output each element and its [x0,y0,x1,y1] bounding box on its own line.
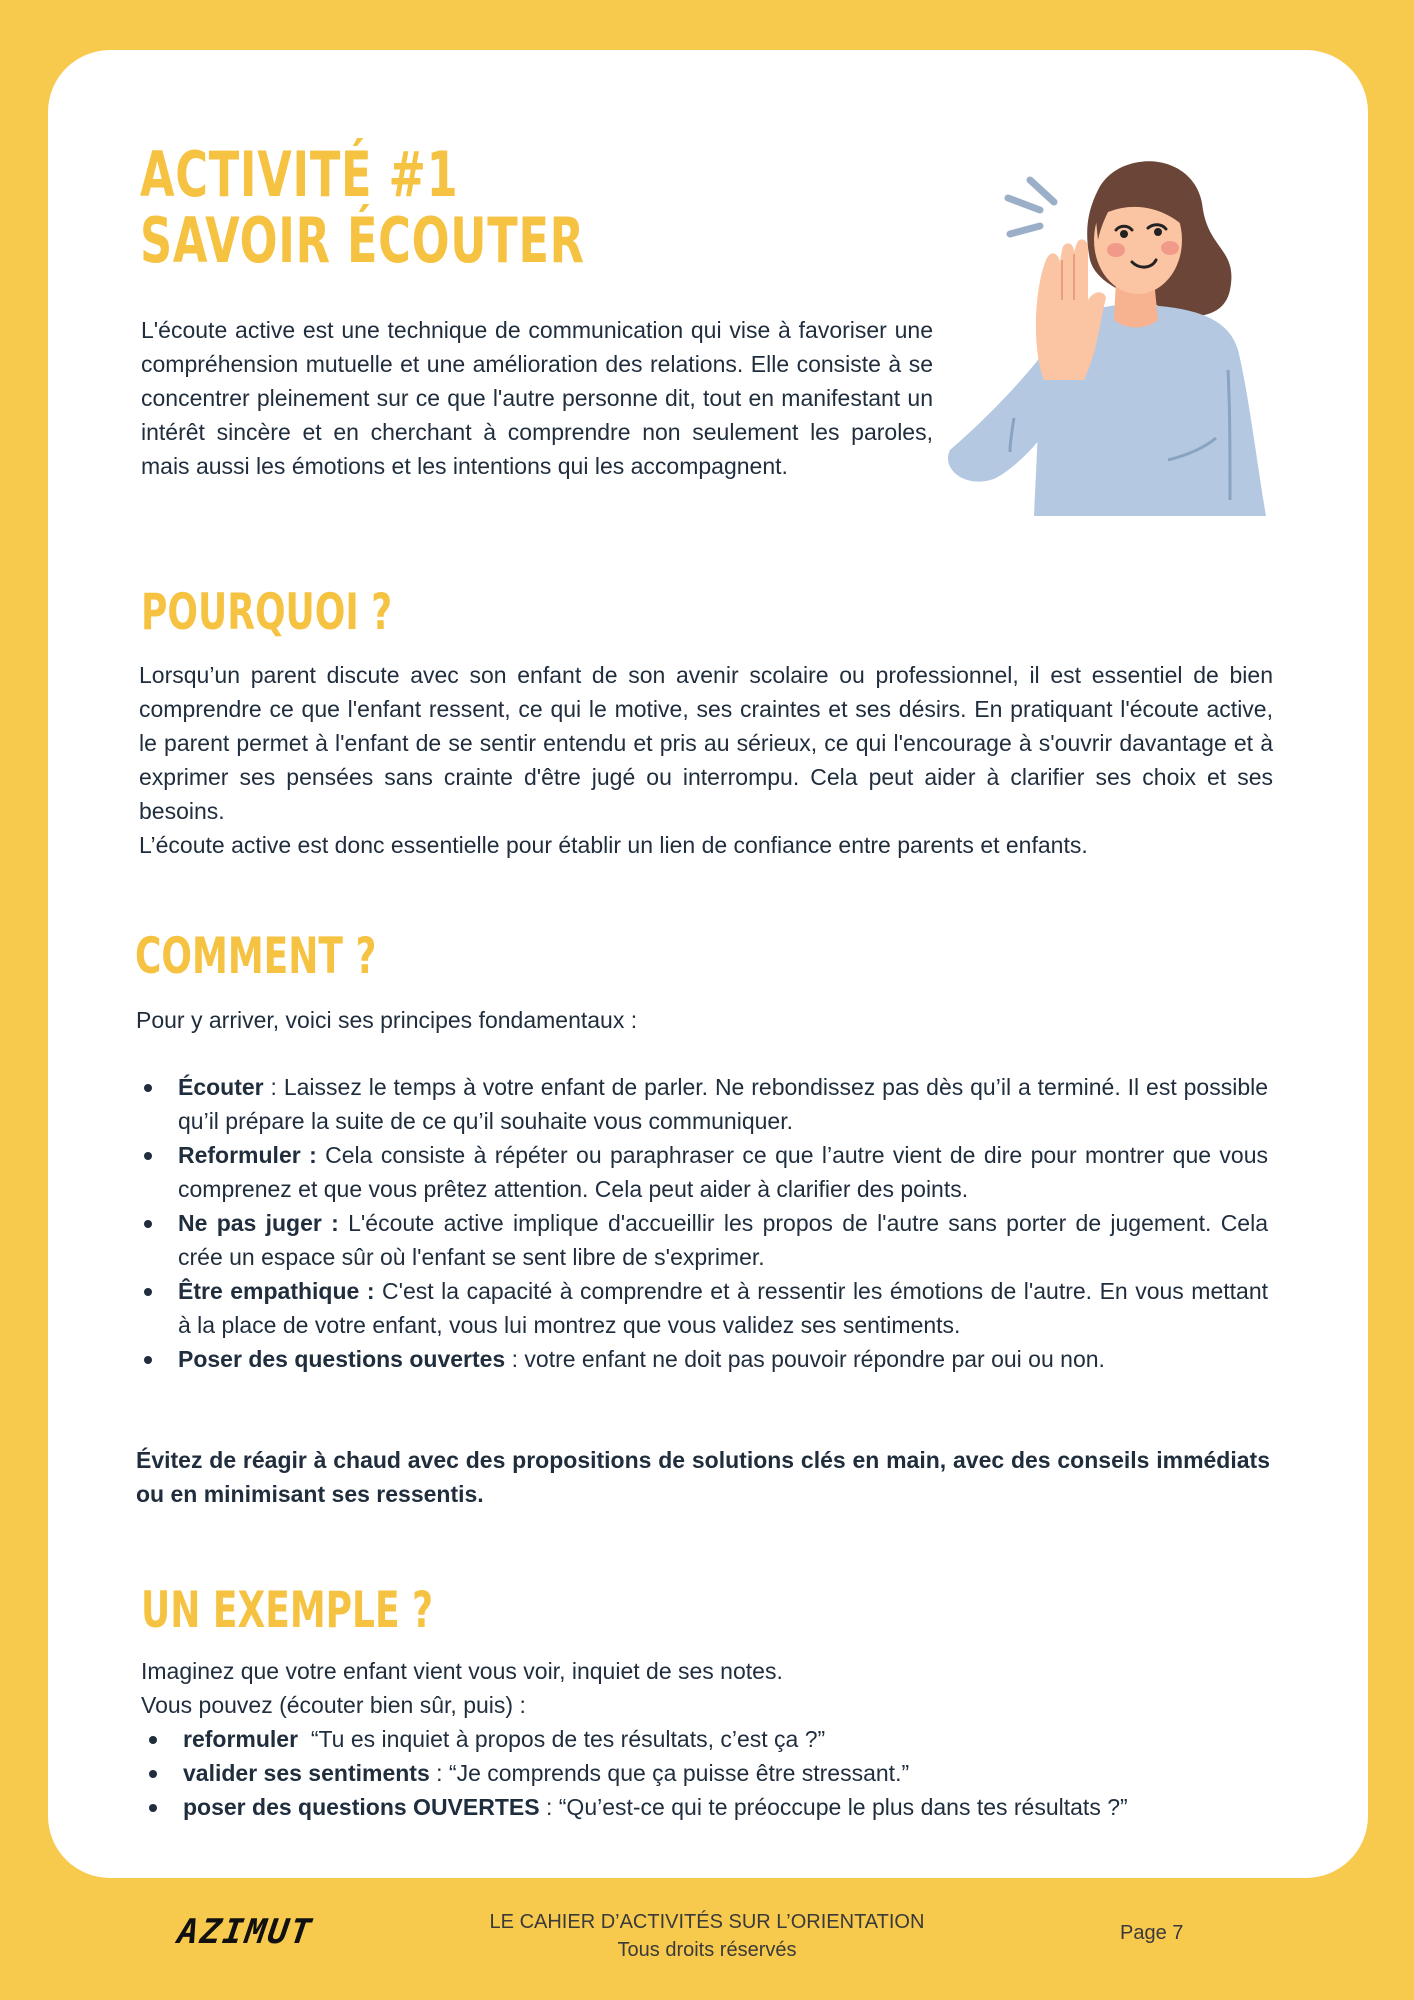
pourquoi-paragraph-1: Lorsqu’un parent discute avec son enfant de son avenir scolaire ou professionnel, il est essentiel de bien comprendre ce que l'enfant ressent, ce qui le motive, ses craintes et ses désirs. En pratiquant l'écoute active, le parent permet à l'enfant de se sentir entendu et pris au sérieux, ce qui l'encourage à s'ouvrir davantage et à exprimer ses pensées sans crainte d'être jugé ou interrompu. Cela peut aider à clarifier ses choix et ses besoins. [139,662,1273,824]
warning-paragraph: Évitez de réagir à chaud avec des propositions de solutions clés en main, avec des conseils immédiats ou en minimisant ses ressentis. [136,1447,1270,1507]
list-item: poser des questions OUVERTES : “Qu’est-ce qui te préoccupe le plus dans tes résultats ?” [145,1790,1273,1824]
exemple-line-1: Imaginez que votre enfant vient vous voir, inquiet de ses notes. [141,1658,783,1684]
footer-credits [400,1908,1014,1964]
section-heading-comment: COMMENT ? [135,927,377,985]
list-item: reformuler “Tu es inquiet à propos de tes résultats, c’est ça ?” [145,1722,1273,1756]
pourquoi-paragraph-2: L’écoute active est donc essentielle pour établir un lien de confiance entre parents et enfants. [139,832,1088,858]
list-item: valider ses sentiments : “Je comprends que ça puisse être stressant.” [145,1756,1273,1790]
list-item: Ne pas juger : L'écoute active implique d'accueillir les propos de l'autre sans porter de jugement. Cela crée un espace sûr où l'enfant se sent libre de s'exprimer. [140,1206,1268,1274]
list-item: Être empathique : C'est la capacité à comprendre et à ressentir les émotions de l'autre. En vous mettant à la place de votre enfant, vous lui montrez que vous validez ses sentiments. [140,1274,1268,1342]
footer-rights: Tous droits réservés [617,1939,797,1961]
listening-woman-icon [948,150,1278,520]
comment-intro: Pour y arriver, voici ses principes fondamentaux : [136,1007,638,1033]
exemple-line-2: Vous pouvez (écouter bien sûr, puis) : [141,1692,526,1718]
intro-paragraph: L'écoute active est une technique de communication qui vise à favoriser une compréhension mutuelle et une amélioration des relations. Elle consiste à se concentrer pleinement sur ce que l'autre personne dit, tout en manifestant un intérêt sincère et en cherchant à comprendre non seulement les paroles, mais aussi les émotions et les intentions qui les accompagnent. [141,317,933,479]
azimut-logo: AZIMUT [175,1912,316,1952]
list-item: Écouter : Laissez le temps à votre enfant de parler. Ne rebondissez pas dès qu’il a terminé. Il est possible qu’il prépare la suite de ce qu’il souhaite vous communiquer. [140,1070,1268,1138]
list-item: Reformuler : Cela consiste à répéter ou paraphraser ce que l’autre vient de dire pour montrer que vous comprenez et que vous prêtez attention. Cela peut aider à clarifier des points. [140,1138,1268,1206]
page-number: Page 7 [1120,1922,1184,1944]
list-item: Poser des questions ouvertes : votre enfant ne doit pas pouvoir répondre par oui ou non. [140,1342,1268,1376]
principles-list [140,1070,1268,1376]
exemple-intro [141,1654,1275,1722]
section-heading-exemple: UN EXEMPLE ? [141,1581,433,1639]
page-title [140,138,585,277]
section-heading-pourquoi: POURQUOI ? [141,583,393,641]
title-line-2: SAVOIR ÉCOUTER [140,204,585,277]
title-line-1: ACTIVITÉ #1 [140,138,459,211]
exemple-list [145,1722,1273,1824]
footer-title: LE CAHIER D’ACTIVITÉS SUR L’ORIENTATION [489,1911,925,1933]
pourquoi-paragraph [139,658,1273,862]
